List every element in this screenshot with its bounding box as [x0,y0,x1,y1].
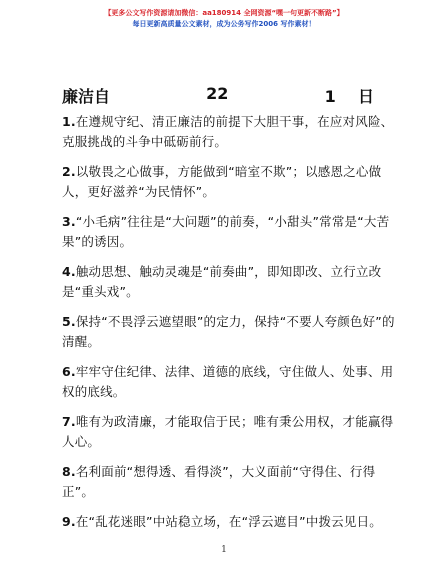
item-text: 牢牢守住纪律、法律、道德的底线，守住做人、处事、用权的底线。 [62,364,394,399]
item-text: 在“乱花迷眼”中站稳立场，在“浮云遮目”中拨云见日。 [75,514,382,529]
list-item [62,412,396,452]
list-item [62,312,396,352]
document-body [62,112,396,542]
list-item [62,112,396,152]
item-number: 5. [62,314,76,329]
banner-line-1: 【更多公文写作资源请加微信：aa180914 全网资源“嘿一句更新不断路”】 [104,9,344,17]
list-item [62,362,396,402]
item-text: 保持“不畏浮云遮望眼”的定力，保持“不要人夸颜色好”的清醒。 [62,314,395,349]
item-number: 4. [62,264,76,279]
list-item [62,512,396,532]
list-item [62,162,396,202]
item-text: “小毛病”往往是“大问题”的前奏，“小甜头”常常是“大苦果”的诱因。 [62,214,390,249]
item-number: 9. [62,514,76,529]
banner-line-2: 每日更新高质量公文素材，成为公务写作2006 写作素材！ [132,20,316,28]
list-item [62,462,396,502]
list-item [62,212,396,252]
item-number: 1. [62,114,76,129]
header-banner [0,8,448,30]
title-date [325,84,374,107]
item-number: 8. [62,464,76,479]
item-text: 触动思想、触动灵魂是“前奏曲”，即知即改、立行立改是“重头戏”。 [62,264,382,299]
item-text: 唯有为政清廉，才能取信于民；唯有秉公用权，才能赢得人心。 [62,414,394,449]
page-number: 1 [221,545,227,555]
item-number: 2. [62,164,76,179]
title-day-unit: 日 [357,87,374,106]
item-text: 名利面前“想得透、看得淡”，大义面前“守得住、行得正”。 [62,464,376,499]
list-item [62,262,396,302]
item-number: 3. [62,214,76,229]
title-month: 22 [206,84,229,103]
title-text: 廉洁自 [62,87,111,106]
item-text: 在遵规守纪、清正廉洁的前提下大胆干事，在应对风险、克服挑战的斗争中砥砺前行。 [62,114,394,149]
item-number: 7. [62,414,76,429]
title-day: 1 [324,87,336,106]
item-number: 6. [62,364,76,379]
document-title [62,84,392,107]
item-text: 以敬畏之心做事，方能做到“暗室不欺”；以感恩之心做人，更好滋养“为民情怀”。 [62,164,382,199]
